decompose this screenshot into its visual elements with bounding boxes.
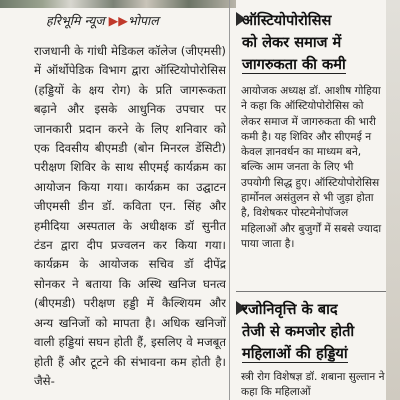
- column-divider: [229, 0, 230, 400]
- story-2-body: स्त्री रोग विशेषज्ञ डॉ. शबाना सुल्तान ने कहा कि महिलाओं: [241, 371, 385, 399]
- story-1-headline: [242, 10, 382, 76]
- story-divider: [236, 291, 386, 292]
- story-2-headline-line2: तेजी से कमजोर होती: [242, 323, 355, 340]
- left-article-body: राजधानी के गांधी मेडिकल कॉलेज (जीएमसी) में ऑर्थोपेडिक विभाग द्वारा ऑस्टियोपोरोसिस (हड्डियों के क्षय रोग) के प्रति जागरूकता बढ़ाने और इसके आधुनिक उपचार पर जानकारी प्रदान करने के लिए शनिवार को एक दिवसीय बीएमडी (बोन मिनरल डेंसिटी) परीक्षण शिविर के साथ सीएमई कार्यक्रम का आयोजन किया गया। कार्यक्रम का उद्घाटन जीएमसी डीन डॉ. कविता एन. सिंह और हमीदिया अस्पताल के अधीक्षक डॉ सुनीत टंडन द्वारा दीप प्रज्वलन कर किया गया। कार्यक्रम के आयोजक सचिव डॉ दीपेंद्र सोनकर ने बताया कि अस्थि खनिज घनत्व (बीएमडी) परीक्षण हड्डी में कैल्शियम और अन्य खनिजों को मापता है। अधिक खनिजों वाली हड्डियां सघन होती हैं, इसलिए वे मजबूत होती हैं और टूटने की संभावना कम होती है। जैसे-: [34, 44, 226, 388]
- dateline-source: हरिभूमि न्यूज: [46, 13, 105, 28]
- story-1-headline-line1: ऑस्टियोपोरोसिस: [242, 12, 332, 29]
- dateline-arrows: ▶▶: [108, 13, 128, 28]
- right-column: [236, 0, 386, 400]
- story-1-headline-line3: जागरुकता की कमी: [242, 56, 346, 73]
- story-1-body: आयोजक अध्यक्ष डॉ. आशीष गोहिया ने कहा कि ऑस्टियोपोरोसिस को लेकर समाज में जागरुकता की भारी कमी है। यह शिविर और सीएमई न केवल ज्ञानवर्धन का माध्यम बने, बल्कि आम जनता के लिए भी उपयोगी सिद्ध हुए। ऑस्टियोपोरोसिस हार्मोनल असंतुलन से भी जुड़ा होता है, विशेषकर पोस्टमेनोपॉजल महिलाओं और बुजुर्गों में सबसे ज्यादा पाया जाता है।: [241, 85, 382, 250]
- dateline-place: भोपाल: [127, 13, 159, 28]
- story-2-headline-line1: रजोनिवृत्ति के बाद: [242, 301, 338, 318]
- story-2-headline-line3: महिलाओं की हड्डियां: [242, 345, 348, 362]
- adjacent-page-edge: [386, 0, 400, 400]
- photo-strip-top: [0, 0, 236, 8]
- dateline: [46, 12, 159, 28]
- story-2-headline: [242, 299, 382, 365]
- story-1-headline-line2: को लेकर समाज में: [242, 34, 342, 51]
